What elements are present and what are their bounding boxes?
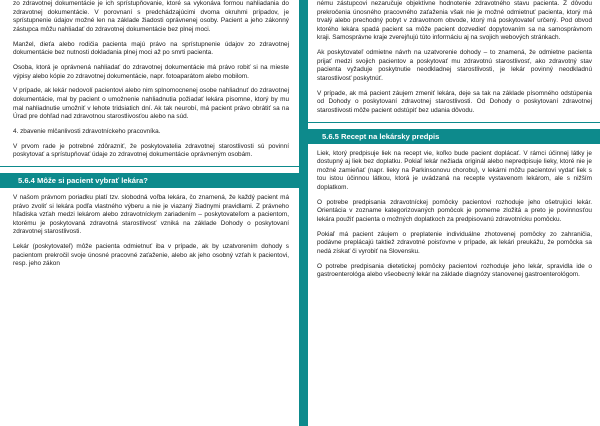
paragraph: Manžel, dieťa alebo rodičia pacienta majú právo na sprístupnenie údajov zo zdravotnej dokumentácie bez nutnosti dokladania plnej moci až po smrti pacienta. bbox=[13, 40, 289, 57]
paragraph: Ak poskytovateľ odmietne návrh na uzatvorenie dohody – to znamená, že odmietne pacienta prijať medzi svojich pacientov a poskytovať mu zdravotnú starostlivosť, ako zdravotný stav pacienta vyžaduje poskytnutie neodkladnej starostlivosti, je lekár povinný neodkladnú starostlivosť poskytnúť. bbox=[317, 49, 592, 82]
paragraph: Pokiaľ má pacient záujem o preplatenie individuálne zhotovenej pomôcky zo zahraničia, podávne preplácajú taktiež zdravotné poisťovne v prípade, ak lekári preukážu, že pomôcka sa nedá získať či vyrobiť na Slovensku. bbox=[317, 230, 592, 255]
paragraph: V prvom rade je potrebné zdôrazniť, že poskytovatelia zdravotnej starostlivosti sú povinní poskytovať a sprístupňovať údaje zo zdravotnej dokumentácie oprávneným osobám. bbox=[13, 142, 289, 159]
paragraph: V našom právnom poriadku platí tzv. slobodná voľba lekára, čo znamená, že každý pacient má právo zvoliť si lekára podľa vlastného výberu a nie je viazaný žiadnymi pravidlami. Z právneho hľadiska vzťah medzi lekárom alebo zdravotníckym zariadením – poskytovateľom a pacientom, ktorému je poskytovaná zdravotná starostlivosť vzniká na základe Dohody o poskytovaní zdravotnej starostlivosti. bbox=[13, 194, 289, 236]
paragraph: V prípade, ak lekár nedovolí pacientovi alebo nim splnomocnenej osobe nahliadnuť do zdravotnej dokumentácie, mal by pacient o umožnenie nahliadnutia požiadať lekára písomne, ktorý by mu mal nahliadnutie umožniť v lehote tridsiatich dní. Ak tak neurobí, má pacient právo obrátiť sa na Úrad pre dohľad nad zdravotnou starostlivosťou alebo na súd. bbox=[13, 87, 289, 121]
paragraph: zo zdravotnej dokumentácie je ich sprístupňovanie, ktoré sa vykonáva formou nahliadania do zdravotnej dokumentácie. V porovnaní s predchádzajúcimi dvoma okruhmi prípadov, je sprístupnenie údajov možné len na základe žiadosti oprávnenej osoby. Pacient a jeho zákonný zástupca môžu nahliadať do zdravotnej dokumentácie bez plnej moci. bbox=[13, 0, 289, 33]
section-rule bbox=[0, 166, 299, 167]
right-column bbox=[317, 0, 592, 286]
paragraph: Lekár (poskytovateľ) môže pacienta odmietnuť iba v prípade, ak by uzatvorením dohody s pacientom prekročil svoje únosné pracovné zaťaženie, alebo ak jeho osobný vzťah k pacientovi, resp. jeho zákon bbox=[13, 243, 289, 268]
paragraph: O potrebe predpisania dietetickej pomôcky pacientovi rozhoduje jeho lekár, spravidla ide o gastroenterológa alebo všeobecný lekár na základe diagnózy stanovenej gastroenterológom. bbox=[317, 262, 592, 279]
paragraph: 4. zbavenie mlčanlivosti zdravotníckeho pracovníka. bbox=[13, 127, 161, 135]
section-heading-5-6-5: 5.6.5 Recept na lekársky predpis bbox=[308, 129, 600, 144]
left-column bbox=[13, 0, 289, 275]
column-divider bbox=[299, 0, 308, 426]
paragraph: Liek, ktorý predpisuje liek na recept vie, koľko bude pacient doplácať. V rámci účinnej látky je dostupný aj liek bez doplatku. Pokiaľ lekár nežiada originál alebo nepredpisuje lieky, ktoré nie je možné zamieňať (napr. lieky na Parkinsonovu chorobu), v lekárni môžu pacientovi vydať liek s tou istou účinnou látkou, ktorá je uvádzaná na recepte vystavenom lekárom, ale s nižším doplatkom. bbox=[317, 149, 592, 192]
paragraph: Osoba, ktorá je oprávnená nahliadať do zdravotnej dokumentácie má právo robiť si na mieste výpisy alebo kópie zo zdravotnej dokumentácie, napr. fotoaparátom alebo mobilom. bbox=[13, 63, 289, 80]
section-rule bbox=[308, 122, 600, 123]
section-heading-5-6-4: 5.6.4 Môže si pacient vybrať lekára? bbox=[0, 173, 299, 188]
paragraph: O potrebe predpisania zdravotníckej pomôcky pacientovi rozhoduje jeho ošetrujúci lekár. Orientácia v zozname kategorizovaných pomôcok je pomerne zložitá a preto je povinnosťou lekára použiť pacienta o možných doplatkoch za predpisovanú zdravotnícku pomôcku. bbox=[317, 198, 592, 224]
paragraph: nému zástupcovi nezaručuje objektívne hodnotenie zdravotného stavu pacienta. Z dôvodu prekročenia únosného pracovného zaťaženia však nie je možné odmietnuť pacienta, ktorý má trvalý alebo prechodný pobyt v zdravotnom obvode, ktorý má poskytovateľ určený. Pod obvod ktorého lekára spadá pacient sa môže pacient dozvedieť dopytovaním sa na samosprávnom kraji. Samosprávne kraje zverejňujú túto informáciu aj na svojich webových stránkach. bbox=[317, 0, 592, 42]
paragraph: V prípade, ak má pacient záujem zmeniť lekára, deje sa tak na základe písomného odstúpenia od Dohody o poskytovaní zdravotnej starostlivosti. Od Dohody o poskytovaní zdravotnej starostlivosti môže pacient odstúpiť bez udania dôvodu. bbox=[317, 89, 592, 114]
